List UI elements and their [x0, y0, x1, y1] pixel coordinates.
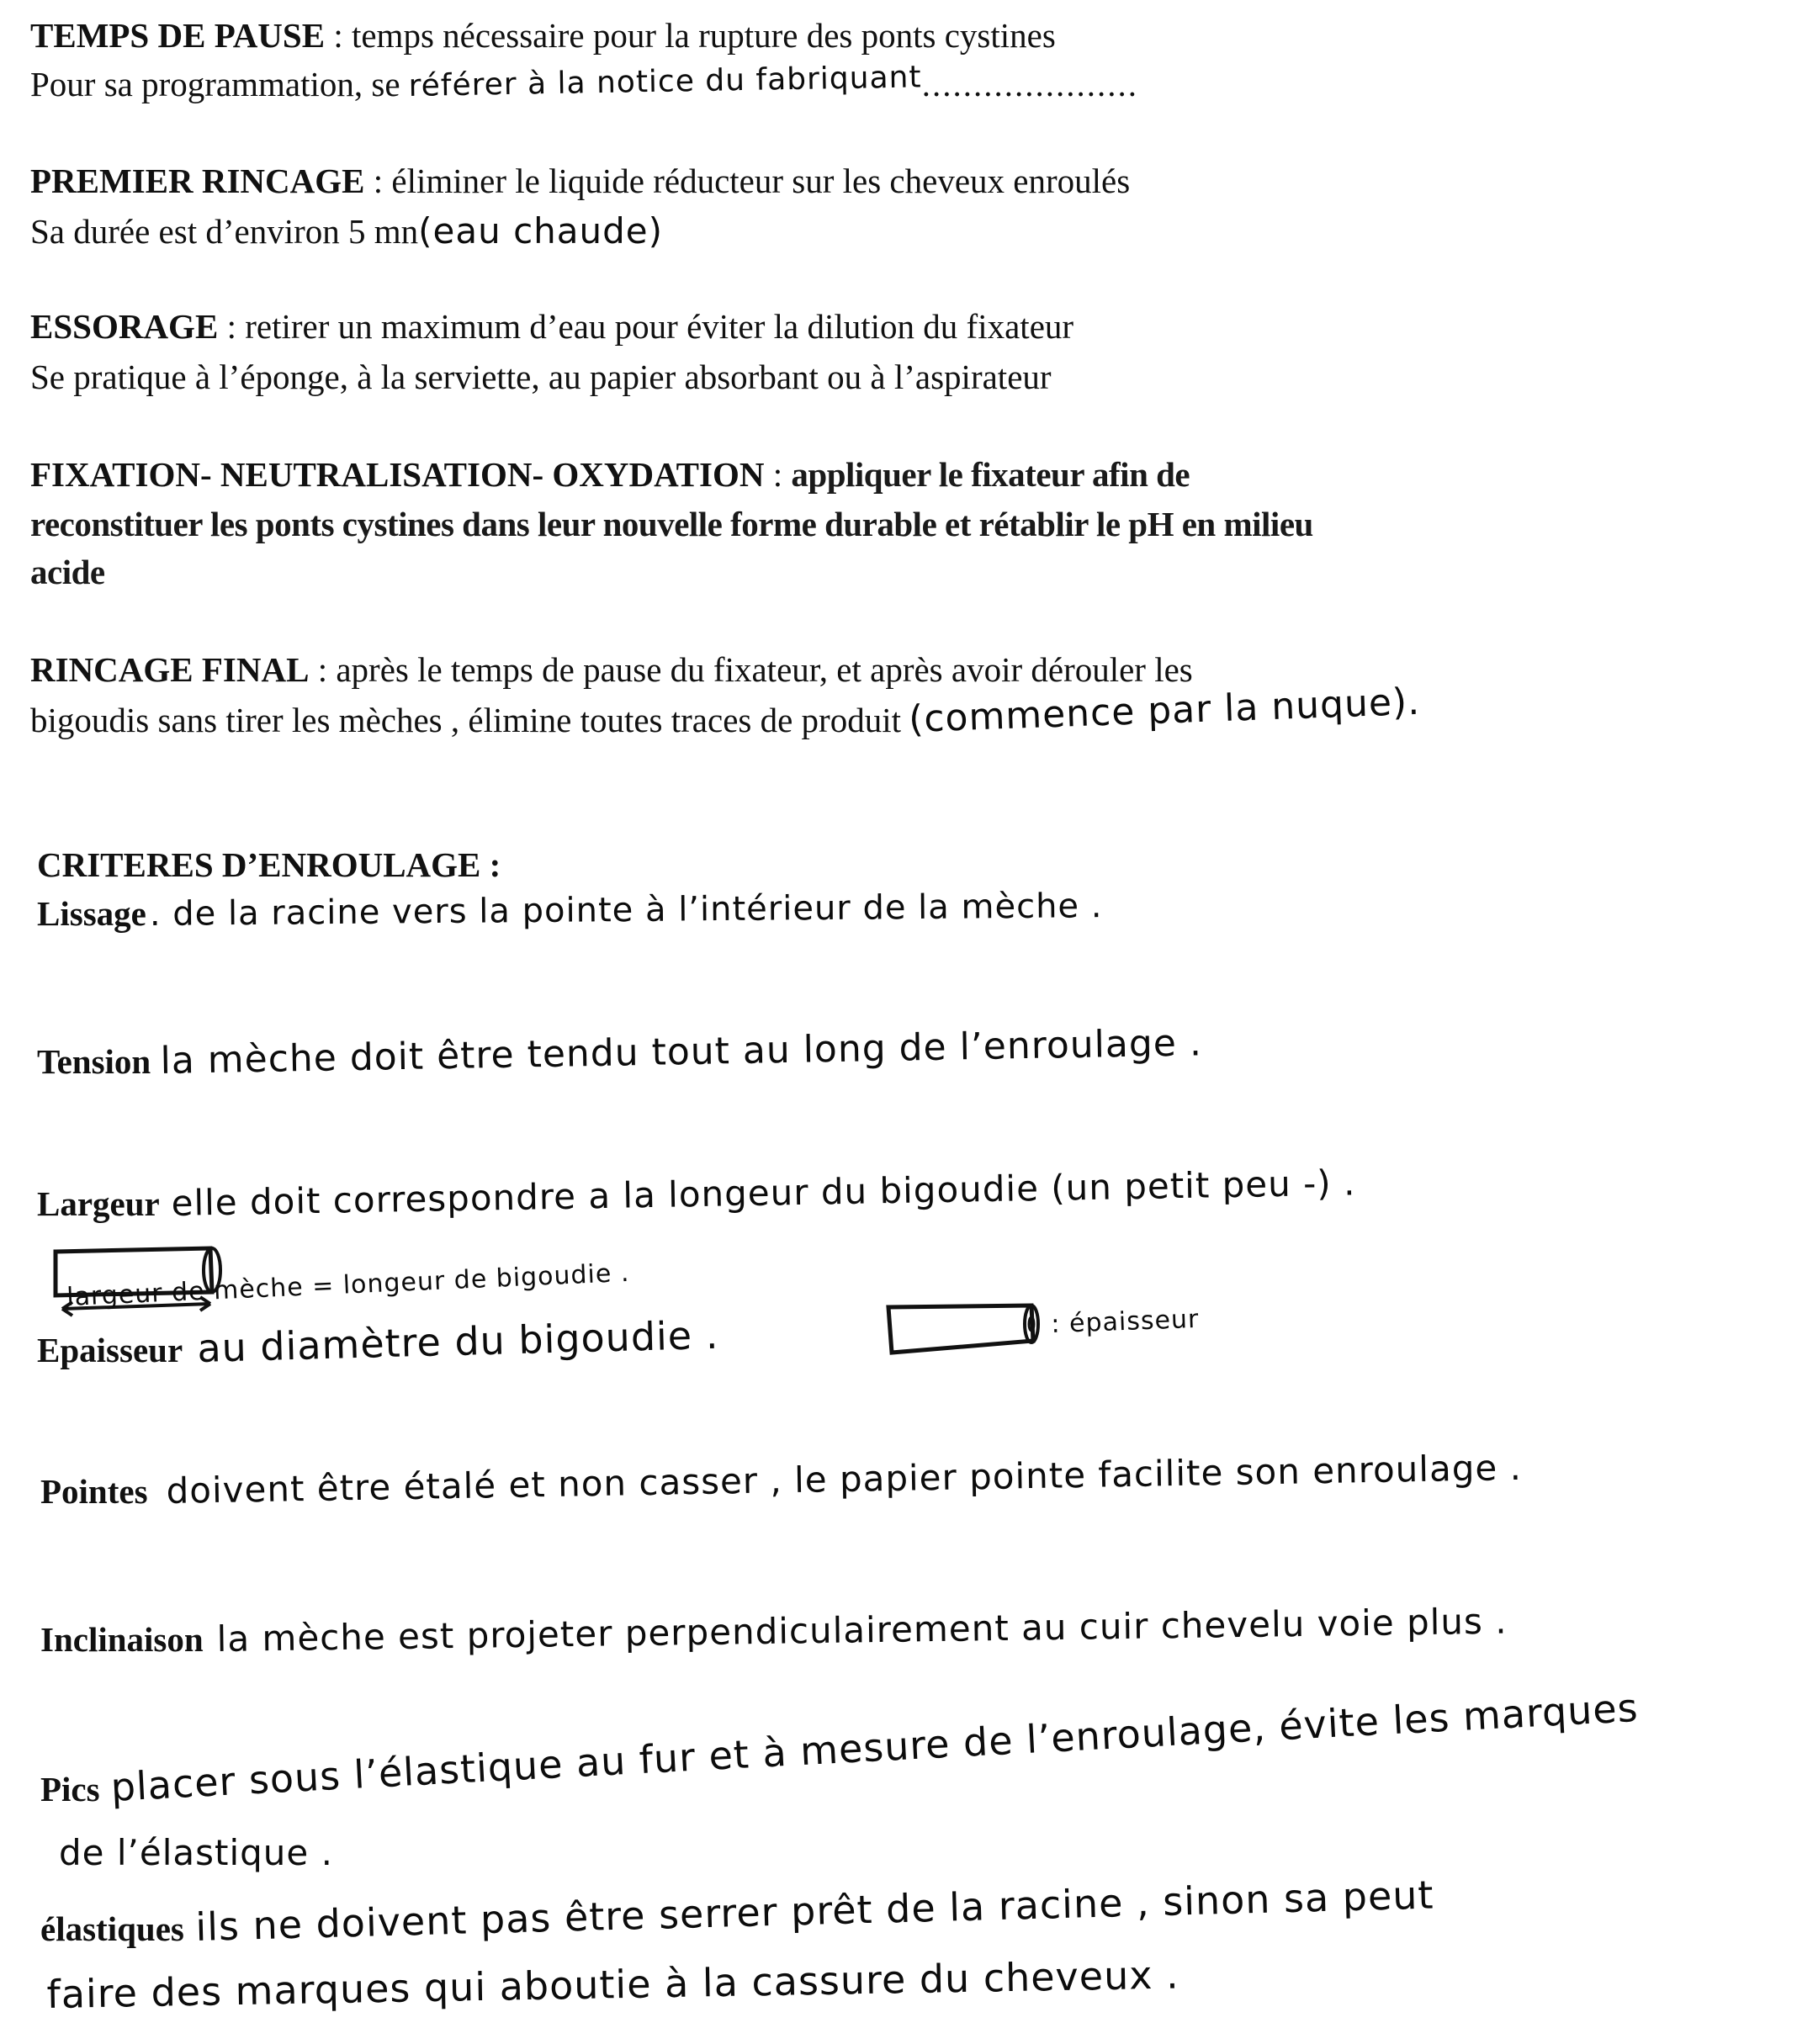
handwritten-note: la mèche doit être tendu tout au long de l’enroulage . — [160, 1021, 1203, 1083]
criteres-title: CRITERES D’ENROULAGE : — [37, 845, 501, 884]
separator: : — [364, 162, 392, 200]
bigoudi-body — [888, 1305, 1033, 1353]
handwritten-note: . de la racine vers la pointe à l’intérieur de la mèche . — [149, 887, 1103, 934]
section-title-essorage: ESSORAGE — [30, 307, 219, 346]
critere-label: Tension — [37, 1042, 151, 1081]
section-title-premier-rincage: PREMIER RINCAGE — [30, 162, 365, 200]
temps-de-pause-line1 — [30, 16, 1056, 55]
essorage-line2: Se pratique à l’éponge, à la serviette, au papier absorbant ou à l’aspirateur — [30, 357, 1052, 396]
critere-item-inclinaison — [40, 1600, 1508, 1660]
handwritten-answer: (eau chaude) — [418, 210, 664, 252]
fixation-line2: reconstituer les ponts cystines dans leur nouvelle forme durable et rétablir le pH en milieu — [30, 505, 1313, 543]
line-prefix: Pour sa programmation, se — [30, 65, 409, 103]
handwritten-note: elle doit correspondre a la longeur du bigoudie (un petit peu -) . — [170, 1162, 1356, 1224]
section-title-rincage-final: RINCAGE FINAL — [30, 650, 310, 689]
handwritten-note: ils ne doivent pas être serrer prêt de la racine , sinon sa peut — [194, 1872, 1434, 1950]
section-body: temps nécessaire pour la rupture des ponts cystines — [351, 16, 1056, 55]
handwritten-answer: (commence par la nuque). — [908, 680, 1422, 741]
critere-label: Pics — [40, 1770, 100, 1808]
critere-item-epaisseur — [37, 1311, 720, 1371]
critere-label: Inclinaison — [40, 1620, 204, 1659]
rincage-final-line1 — [30, 650, 1193, 689]
critere-item-pics — [40, 1684, 1641, 1810]
bigoudi-sketch-epaisseur — [883, 1302, 1052, 1361]
premier-rincage-line2 — [30, 210, 664, 252]
section-title-fixation: FIXATION- NEUTRALISATION- OXYDATION — [30, 455, 765, 494]
critere-item-pointes — [40, 1446, 1522, 1512]
critere-label: Largeur — [37, 1184, 160, 1223]
rincage-final-line2 — [30, 680, 1422, 741]
fixation-line3: acide — [30, 553, 105, 591]
critere-item-elastiques — [40, 1872, 1434, 1950]
handwritten-note: doivent être étalé et non casser , le papier pointe facilite son enroulage . — [165, 1446, 1522, 1512]
line-prefix: Sa durée est d’environ 5 mn — [30, 212, 419, 251]
handwritten-answer: référer à la notice du fabriquant — [408, 60, 922, 103]
critere-label: Epaisseur — [37, 1331, 183, 1369]
section-body: bigoudis sans tirer les mèches , élimine toutes traces de produit — [30, 701, 910, 739]
sketch-caption-epaisseur: : épaisseur — [1050, 1304, 1200, 1339]
section-body: après le temps de pause du fixateur, et après avoir dérouler les — [336, 650, 1193, 689]
critere-item-lissage — [37, 887, 1103, 934]
critere-label: Pointes — [40, 1472, 148, 1511]
separator: : — [764, 455, 792, 494]
fill-in-dots: ..................... — [921, 65, 1138, 103]
temps-de-pause-line2 — [30, 60, 1138, 103]
sketch-caption-largeur: largeur de mèche = longeur de bigoudie . — [66, 1258, 631, 1312]
handwritten-note: au diamètre du bigoudie . — [196, 1311, 720, 1371]
separator: : — [309, 650, 337, 689]
handwritten-note: la mèche est projeter perpendiculairement au cuir chevelu voie plus . — [216, 1600, 1508, 1660]
section-body: éliminer le liquide réducteur sur les cheveux enroulés — [391, 162, 1131, 200]
critere-label: Lissage — [37, 894, 146, 933]
critere-label: élastiques — [40, 1909, 184, 1948]
section-title-temps-de-pause: TEMPS DE PAUSE — [30, 16, 326, 55]
section-body: retirer un maximum d’eau pour éviter la dilution du fixateur — [245, 307, 1074, 346]
separator: : — [325, 16, 352, 55]
handwritten-note: placer sous l’élastique au fur et à mesure de l’enroulage, évite les marques — [109, 1684, 1640, 1810]
fixation-line1 — [30, 455, 1190, 494]
premier-rincage-line1 — [30, 164, 1130, 199]
section-body: appliquer le fixateur afin de — [791, 455, 1190, 494]
separator: : — [218, 307, 246, 346]
critere-item-pics-line2: de l’élastique . — [59, 1832, 333, 1873]
essorage-line1 — [30, 307, 1074, 346]
critere-item-largeur — [37, 1162, 1356, 1224]
critere-item-tension — [37, 1021, 1203, 1083]
critere-item-elastiques-line2: faire des marques qui aboutie à la cassure du cheveux . — [46, 1951, 1180, 2017]
